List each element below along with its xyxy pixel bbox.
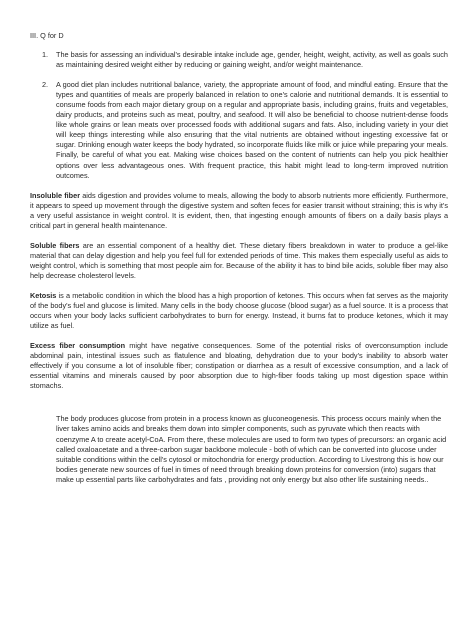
paragraph-gluconeogenesis: The body produces glucose from protein in a process known as gluconeogenesis. This process occurs mainly when the liver takes amino acids and breaks them down into simpler components, such as pyruvate which then reacts with coenzyme A to create acetyl-CoA. From there, these molecules are used to form two types of precursors: an organic acid called oxaloacetate and a three-carbon sugar backbone molecule - both of which can be converted into glucose under suitable conditions within the cell's cytosol or mitochondria for energy production. According to Livestrong this is how our bodies generate new sources of fuel in times of need through breaking down proteins for conversion (into) sugars that make up essential parts like carbohydrates and fats , providing not only energy but also other life sustaining needs.. bbox=[56, 414, 447, 484]
paragraph-soluble-fibers bbox=[30, 241, 448, 281]
paragraph-excess-fiber bbox=[30, 341, 448, 391]
list-item bbox=[42, 80, 448, 180]
term-bold: Insoluble fiber bbox=[30, 190, 81, 200]
paragraph-text: aids digestion and provides volume to meals, allowing the body to absorb nutrients more efficiently. Furthermore, it appears to speed up movement through the digestive system and soften feces for easier transit without straining; this is why it's a very useful assistance in weight control. It is evident, then, that ingesting enough amounts of fibers on a daily basis plays a critical part in general health maintenance. bbox=[30, 190, 448, 230]
paragraph-insoluble-fiber bbox=[30, 191, 448, 231]
term-bold: Ketosis bbox=[30, 290, 57, 300]
paragraph-text: are an essential component of a healthy diet. These dietary fibers breakdown in water to produce a gel-like material that can delay digestion and help you feel full for extended periods of time. This makes them especially useful as aids to weight control, which is something that most people aim for. Because of the ability it has to bind bile acids, soluble fiber may also help decrease cholesterol levels. bbox=[30, 240, 449, 280]
list-number: 2. bbox=[42, 80, 49, 90]
list-item-text: The basis for assessing an individual's desirable intake include age, gender, height, weight, activity, as well as goals such as maintaining desired weight either by reducing or gaining weight, and/or weight maintenance. bbox=[56, 50, 448, 70]
term-bold: Soluble fibers bbox=[30, 240, 80, 250]
list-item-text: A good diet plan includes nutritional balance, variety, the appropriate amount of food, and mindful eating. Ensure that the types and quantities of meals are properly balanced in relation to one's calorie and nutritional demands. It is essential to consume foods from each major dietary group on a regular and appropriate basis, including grains, fruits and vegetables, dairy products, and proteins such as meat, poultry, and seafood. It will also be beneficial to choose nutrient-dense foods like whole grains or lean meats over processed foods with additional sugars and fats. Also, including variety in your diet will keep things interesting while also ensuring that the vital nutrients are obtained without ingesting excessive fat or sugar. Drinking enough water keeps the body hydrated, so incorporate fluids like milk or juice while preparing your meals. Finally, be careful of what you eat. Making wise choices based on the content of nutrients can help you pick healthier options over less advantageous ones. With frequent practice, this habit might lead to long-term improved nutrition outcomes. bbox=[56, 80, 448, 180]
paragraph-text: is a metabolic condition in which the blood has a high proportion of ketones. This occurs when fat serves as the majority of the body's fuel and glucose is limited. Many cells in the body choose glucose (blood sugar) as a fuel source. It is a process that occurs when your body lacks sufficient carbohydrates to burn for energy. Instead, it burns fat to produce ketones, which it may utilize as fuel. bbox=[30, 290, 448, 331]
list-number: 1. bbox=[42, 50, 49, 60]
document-page bbox=[30, 31, 448, 495]
paragraph-text: might have negative consequences. Some of the potential risks of overconsumption include abdominal pain, intestinal issues such as flatulence and bloating, dehydration due to your body's inability to absorb water effectively if you consume a lot of insoluble fiber; constipation or diarrhea as a result of excessive consumption, and a lack of essential vitamins and minerals caused by poor absorption due to high-fiber foods taking up most digestion space within stomachs. bbox=[30, 341, 448, 391]
section-heading: III. Q for D bbox=[30, 31, 64, 40]
spacer bbox=[30, 401, 448, 414]
term-bold: Excess fiber consumption bbox=[30, 341, 126, 351]
list-item bbox=[42, 50, 448, 70]
paragraph-ketosis bbox=[30, 291, 448, 331]
